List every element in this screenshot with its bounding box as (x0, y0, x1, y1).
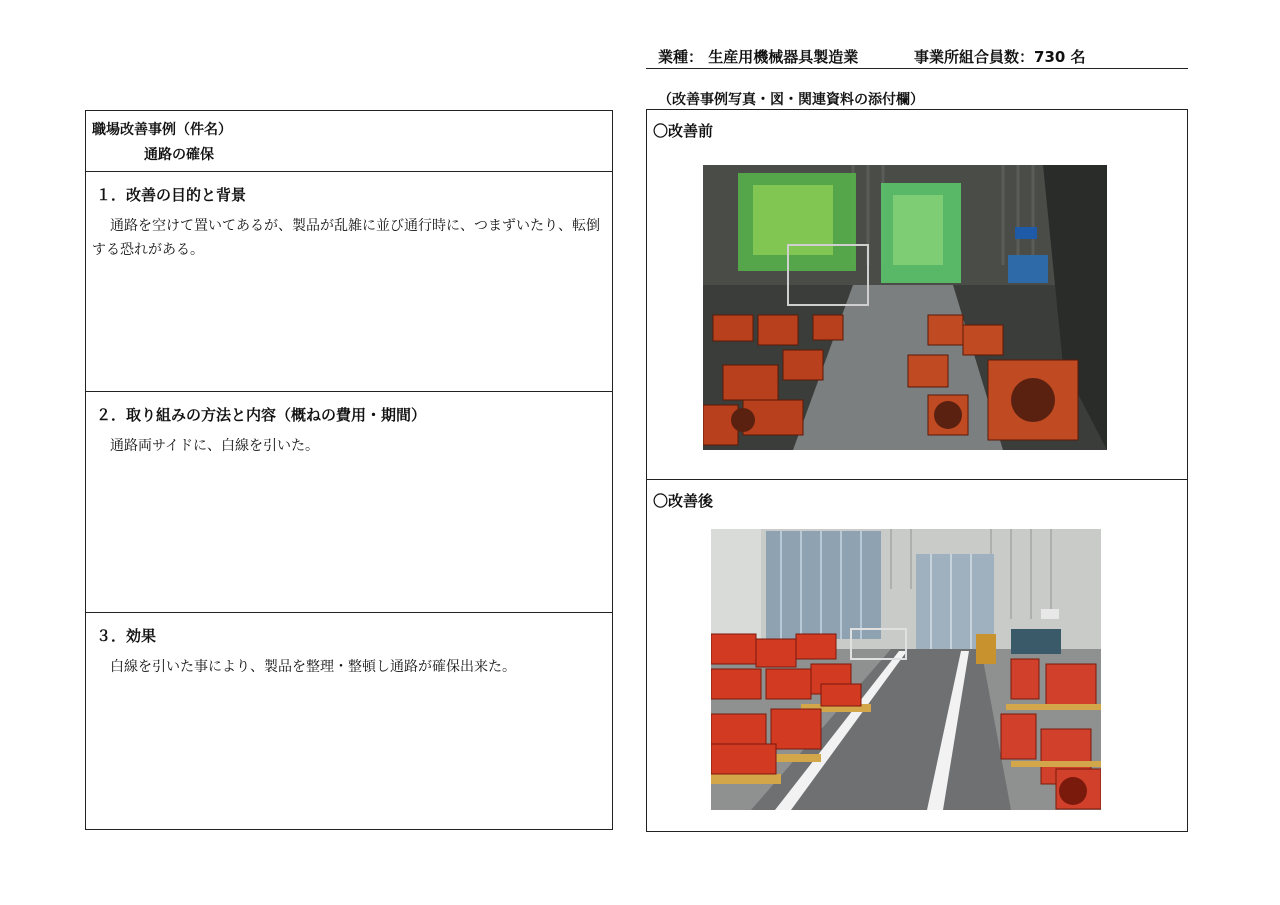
before-photo-panel (647, 110, 1187, 480)
section-purpose-heading: １．改善の目的と背景 (96, 186, 247, 204)
case-name: 通路の確保 (144, 147, 214, 163)
after-photo-panel (647, 480, 1187, 831)
after-photo (711, 529, 1101, 810)
case-title-cell (86, 111, 612, 172)
attachment-caption: （改善事例写真・図・関連資料の添付欄） (658, 92, 924, 108)
member-count-label: 事業所組合員数：730 名 (914, 48, 1086, 66)
improvement-case-table (85, 110, 613, 830)
section-method (86, 392, 612, 613)
section-purpose-body: 通路を空けて置いてあるが、製品が乱雑に並び通行時に、つまずいたり、転倒する恐れがある。 (92, 218, 600, 258)
before-photo (703, 165, 1107, 450)
section-method-body: 通路両サイドに、白線を引いた。 (110, 438, 320, 454)
industry-label: 業種： 生産用機械器具製造業 (658, 48, 859, 66)
section-effect (86, 613, 612, 829)
after-label: 〇改善後 (653, 492, 714, 510)
attachment-box (646, 109, 1188, 832)
section-effect-heading: ３．効果 (96, 627, 157, 645)
section-method-heading: ２．取り組みの方法と内容（概ねの費用・期間） (96, 406, 427, 424)
case-title-label: 職場改善事例（件名） (92, 122, 232, 138)
document-header (646, 46, 1188, 69)
before-label: 〇改善前 (653, 122, 714, 140)
section-effect-body: 白線を引いた事により、製品を整理・整頓し通路が確保出来た。 (110, 659, 516, 675)
section-purpose (86, 172, 612, 392)
